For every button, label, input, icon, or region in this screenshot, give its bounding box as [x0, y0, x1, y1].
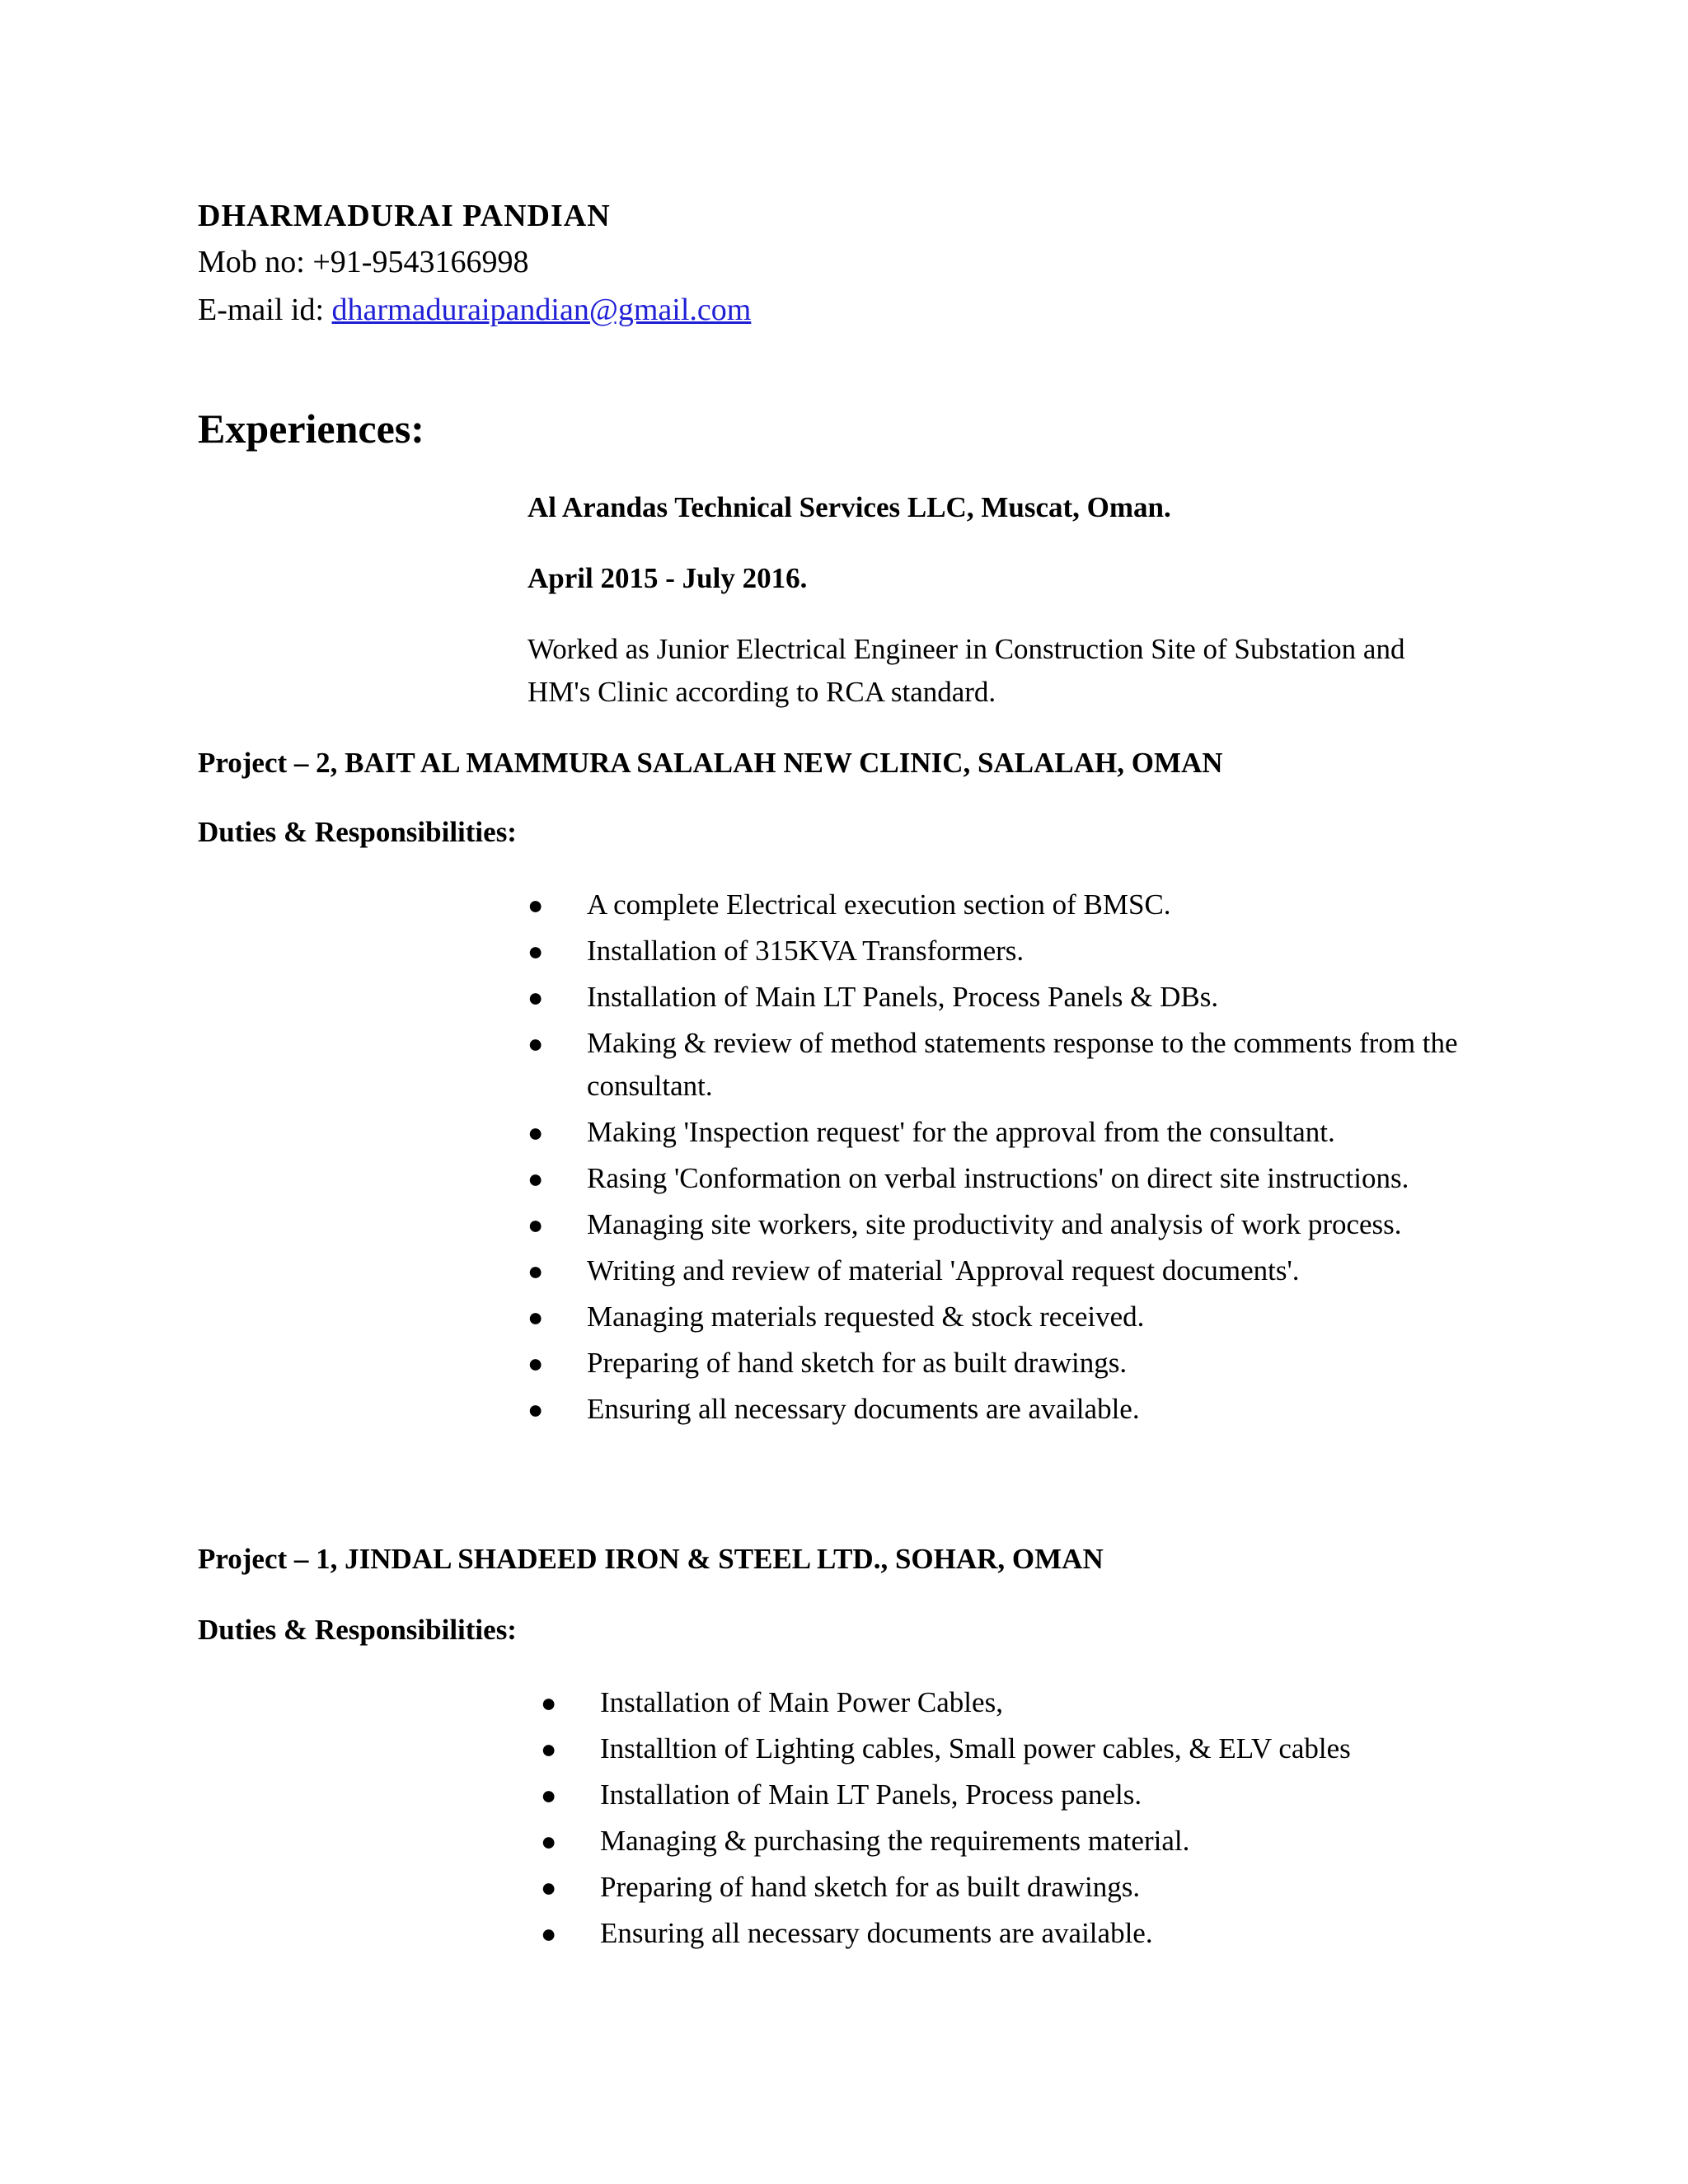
list-item [528, 1249, 1467, 1292]
list-item [528, 930, 1467, 972]
bullet-icon: ● [528, 1164, 544, 1193]
bullet-icon: ● [541, 1734, 557, 1764]
list-item [541, 1820, 1480, 1863]
duty-text: Ensuring all necessary documents are available. [600, 1917, 1153, 1949]
bullet-icon: ● [528, 1348, 544, 1378]
list-item [528, 976, 1467, 1019]
duty-text: Making & review of method statements response to the comments from the consultant. [587, 1027, 1458, 1102]
list-item [528, 883, 1467, 926]
project-1-duties-list [541, 1681, 1480, 1958]
duty-text: Preparing of hand sketch for as built drawings. [600, 1871, 1141, 1903]
duty-text: Installation of 315KVA Transformers. [587, 935, 1025, 967]
duty-text: Managing site workers, site productivity and analysis of work process. [587, 1208, 1402, 1240]
duty-text: Managing & purchasing the requirements material. [600, 1825, 1190, 1857]
list-item [528, 1342, 1467, 1385]
list-item [528, 1157, 1467, 1200]
project-1-duties-label: Duties & Responsibilities: [198, 1614, 517, 1646]
list-item [541, 1774, 1480, 1816]
list-item [528, 1296, 1467, 1338]
bullet-icon: ● [541, 1872, 557, 1902]
email-link[interactable]: dharmaduraipandian@gmail.com [331, 293, 752, 327]
bullet-icon: ● [528, 890, 544, 920]
bullet-icon: ● [541, 1826, 557, 1856]
list-item [528, 1203, 1467, 1246]
project-2-duties-label: Duties & Responsibilities: [198, 816, 517, 848]
project-2-duties-list [528, 883, 1467, 1434]
duty-text: Making 'Inspection request' for the approval from the consultant. [587, 1116, 1335, 1148]
bullet-icon: ● [528, 1302, 544, 1332]
duty-text: Rasing 'Conformation on verbal instructions' on direct site instructions. [587, 1162, 1409, 1194]
duty-text: Managing materials requested & stock received. [587, 1301, 1145, 1333]
list-item [541, 1912, 1480, 1955]
bullet-icon: ● [528, 982, 544, 1012]
duty-text: Installation of Main LT Panels, Process Panels & DBs. [587, 981, 1219, 1013]
duty-text: Installation of Main Power Cables, [600, 1686, 1003, 1718]
list-item [541, 1681, 1480, 1724]
role-description: Worked as Junior Electrical Engineer in Construction Site of Substation and HM's Clinic according to RCA standard. [528, 633, 1405, 708]
company-name: Al Arandas Technical Services LLC, Muscat, Oman. [528, 491, 1171, 523]
list-item [541, 1866, 1480, 1909]
list-item [541, 1727, 1480, 1770]
duty-text: Ensuring all necessary documents are available. [587, 1393, 1140, 1425]
duty-text: Preparing of hand sketch for as built drawings. [587, 1347, 1128, 1379]
mobile-line [198, 242, 528, 282]
email-line [198, 290, 751, 330]
duty-text: Writing and review of material 'Approval request documents'. [587, 1254, 1300, 1286]
mobile-label: Mob no: [198, 245, 313, 279]
duty-text: Installtion of Lighting cables, Small power cables, & ELV cables [600, 1732, 1351, 1765]
experiences-heading: Experiences: [198, 405, 424, 452]
email-label: E-mail id: [198, 293, 332, 327]
bullet-icon: ● [528, 936, 544, 966]
list-item [528, 1111, 1467, 1154]
duty-text: A complete Electrical execution section of BMSC. [587, 888, 1171, 921]
duty-text: Installation of Main LT Panels, Process panels. [600, 1779, 1142, 1811]
bullet-icon: ● [528, 1118, 544, 1147]
bullet-icon: ● [528, 1256, 544, 1286]
project-2-title: Project – 2, BAIT AL MAMMURA SALALAH NEW CLINIC, SALALAH, OMAN [198, 747, 1223, 779]
bullet-icon: ● [528, 1394, 544, 1424]
project-1-title: Project – 1, JINDAL SHADEED IRON & STEEL LTD., SOHAR, OMAN [198, 1543, 1104, 1575]
bullet-icon: ● [541, 1688, 557, 1718]
bullet-icon: ● [528, 1029, 544, 1058]
bullet-icon: ● [541, 1919, 557, 1948]
candidate-name: DHARMADURAI PANDIAN [198, 199, 611, 233]
mobile-number: +91-9543166998 [312, 245, 529, 279]
employment-period: April 2015 - July 2016. [528, 562, 808, 594]
list-item [528, 1388, 1467, 1431]
list-item [528, 1022, 1467, 1108]
bullet-icon: ● [541, 1780, 557, 1810]
bullet-icon: ● [528, 1210, 544, 1240]
